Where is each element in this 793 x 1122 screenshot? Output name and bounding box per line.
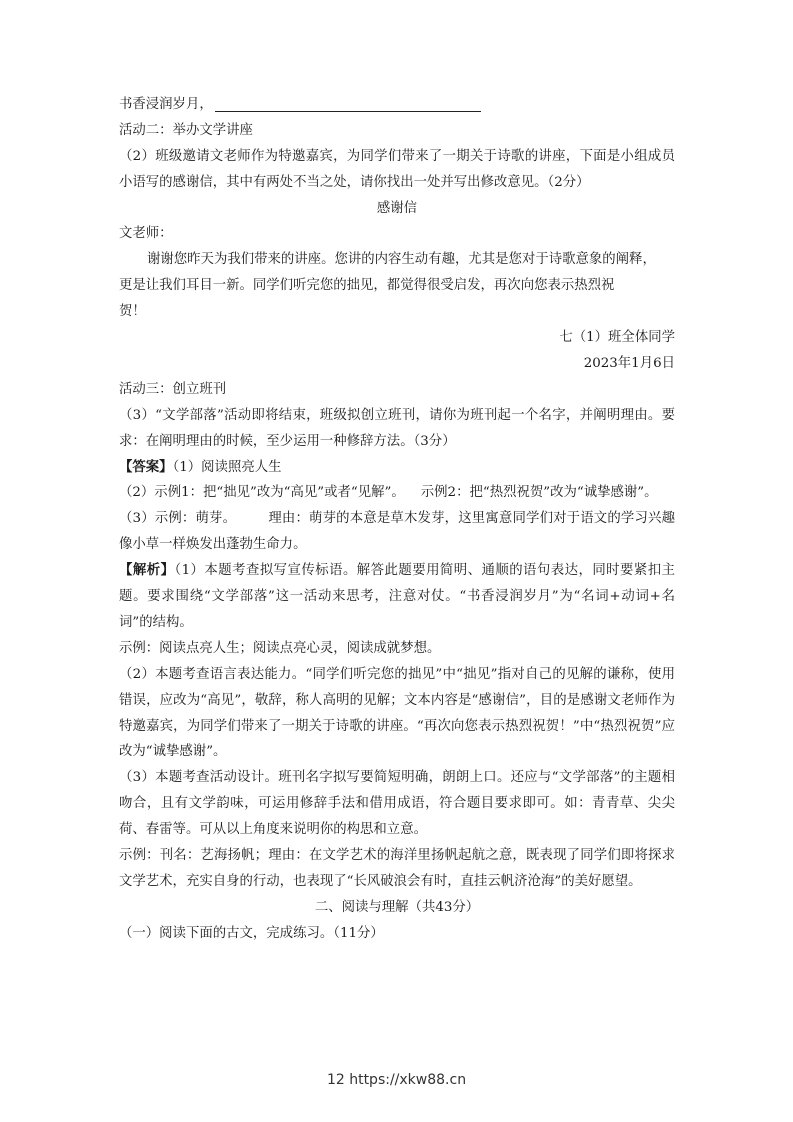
activity2-title: 活动二：举办文学讲座 xyxy=(119,122,253,138)
letter-title: 感谢信 xyxy=(376,200,418,216)
answer-blank xyxy=(215,93,481,112)
answer-2 xyxy=(119,480,675,506)
activity3-title: 活动三：创立班刊 xyxy=(119,381,227,397)
letter-salutation: 文老师： xyxy=(119,226,173,242)
answer-1-text: （1）阅读照亮人生 xyxy=(172,459,282,475)
analysis-1 xyxy=(119,558,675,636)
q1-prompt: 书香浸润岁月， xyxy=(119,97,213,112)
letter-date: 2023年1月6日 xyxy=(583,355,675,371)
analysis-example-1: 示例：阅读点亮人生；阅读点亮心灵，阅读成就梦想。 xyxy=(119,640,441,656)
page-footer: 12 https://xkw88.cn xyxy=(326,1072,467,1088)
analysis-1-text: （1）本题考查拟写宣传标语。解答此题要用简明、通顺的语句表达，同时要紧扣主题。要求围绕“文学部落”这一活动来思考，注意对仗。“书香浸润岁月”为“名词+动词+名词”的结构。 xyxy=(119,563,675,630)
question-2: （2）班级邀请文老师作为特邀嘉宾，为同学们带来了一期关于诗歌的讲座，下面是小组成员小语写的感谢信，其中有两处不当之处，请你找出一处并写出修改意见。（2分） xyxy=(119,148,675,190)
document-page xyxy=(119,92,675,947)
q1-line xyxy=(119,92,675,118)
question-3: （3）“文学部落”活动即将结束，班级拟创立班刊，请你为班刊起一个名字，并阐明理由。要求：在阐明理由的时候，至少运用一种修辞方法。（3分） xyxy=(119,407,675,449)
answer-1 xyxy=(119,455,675,481)
section-subtitle: （一）阅读下面的古文，完成练习。（11分） xyxy=(119,925,384,941)
analysis-label: 【解析】 xyxy=(119,562,175,579)
analysis-3: （3）本题考查活动设计。班刊名字拟写要简短明确，朗朗上口。还应与“文学部落”的主题相吻合，且有文学韵味，可运用修辞手法和借用成语，符合题目要求即可。如：青青草、尖尖荷、春雷等。可从以上角度来说明你的构思和立意。 xyxy=(119,770,675,838)
answer-2-example1: （2）示例1：把“拙见”改为“高见”或者“见解”。 xyxy=(119,485,405,501)
analysis-example-3: 示例：刊名：艺海扬帆；理由：在文学艺术的海洋里扬帆起航之意，既表现了同学们即将探求文学艺术，充实自身的行动，也表现了“长风破浪会有时，直挂云帆济沧海”的美好愿望。 xyxy=(119,848,675,889)
answer-3-reason: 理由：萌芽的本意是草木发芽，这里寓意同学们对于语文的学习兴趣像小草一样焕发出蓬勃生命力。 xyxy=(119,511,676,553)
answer-label: 【答案】 xyxy=(119,458,173,475)
answer-3-example: （3）示例：萌芽。 xyxy=(119,511,237,527)
analysis-2: （2）本题考查语言表达能力。“同学们听完您的拙见”中“拙见”指对自己的见解的谦称，使用错误，应改为“高见”，敬辞，称人高明的见解；文本内容是“感谢信”，目的是感谢文老师作为特邀嘉宾，为同学们带来了一期关于诗歌的讲座。“再次向您表示热烈祝贺！”中“热烈祝贺”应改为“诚挚感谢”。 xyxy=(119,666,675,760)
section-title: 二、阅读与理解（共43分） xyxy=(314,899,480,915)
letter-body-line2: 更是让我们耳目一新。同学们听完您的拙见，都觉得很受启发，再次向您表示热烈祝 xyxy=(119,278,615,294)
letter-body-line3: 贺！ xyxy=(119,304,146,320)
answer-2-example2: 示例2：把“热烈祝贺”改为“诚挚感谢”。 xyxy=(420,485,658,501)
letter-body-line1: 谢谢您昨天为我们带来的讲座。您讲的内容生动有趣，尤其是您对于诗歌意象的阐释， xyxy=(147,252,656,268)
letter-signature: 七（1）班全体同学 xyxy=(559,330,675,346)
answer-3 xyxy=(119,506,675,558)
